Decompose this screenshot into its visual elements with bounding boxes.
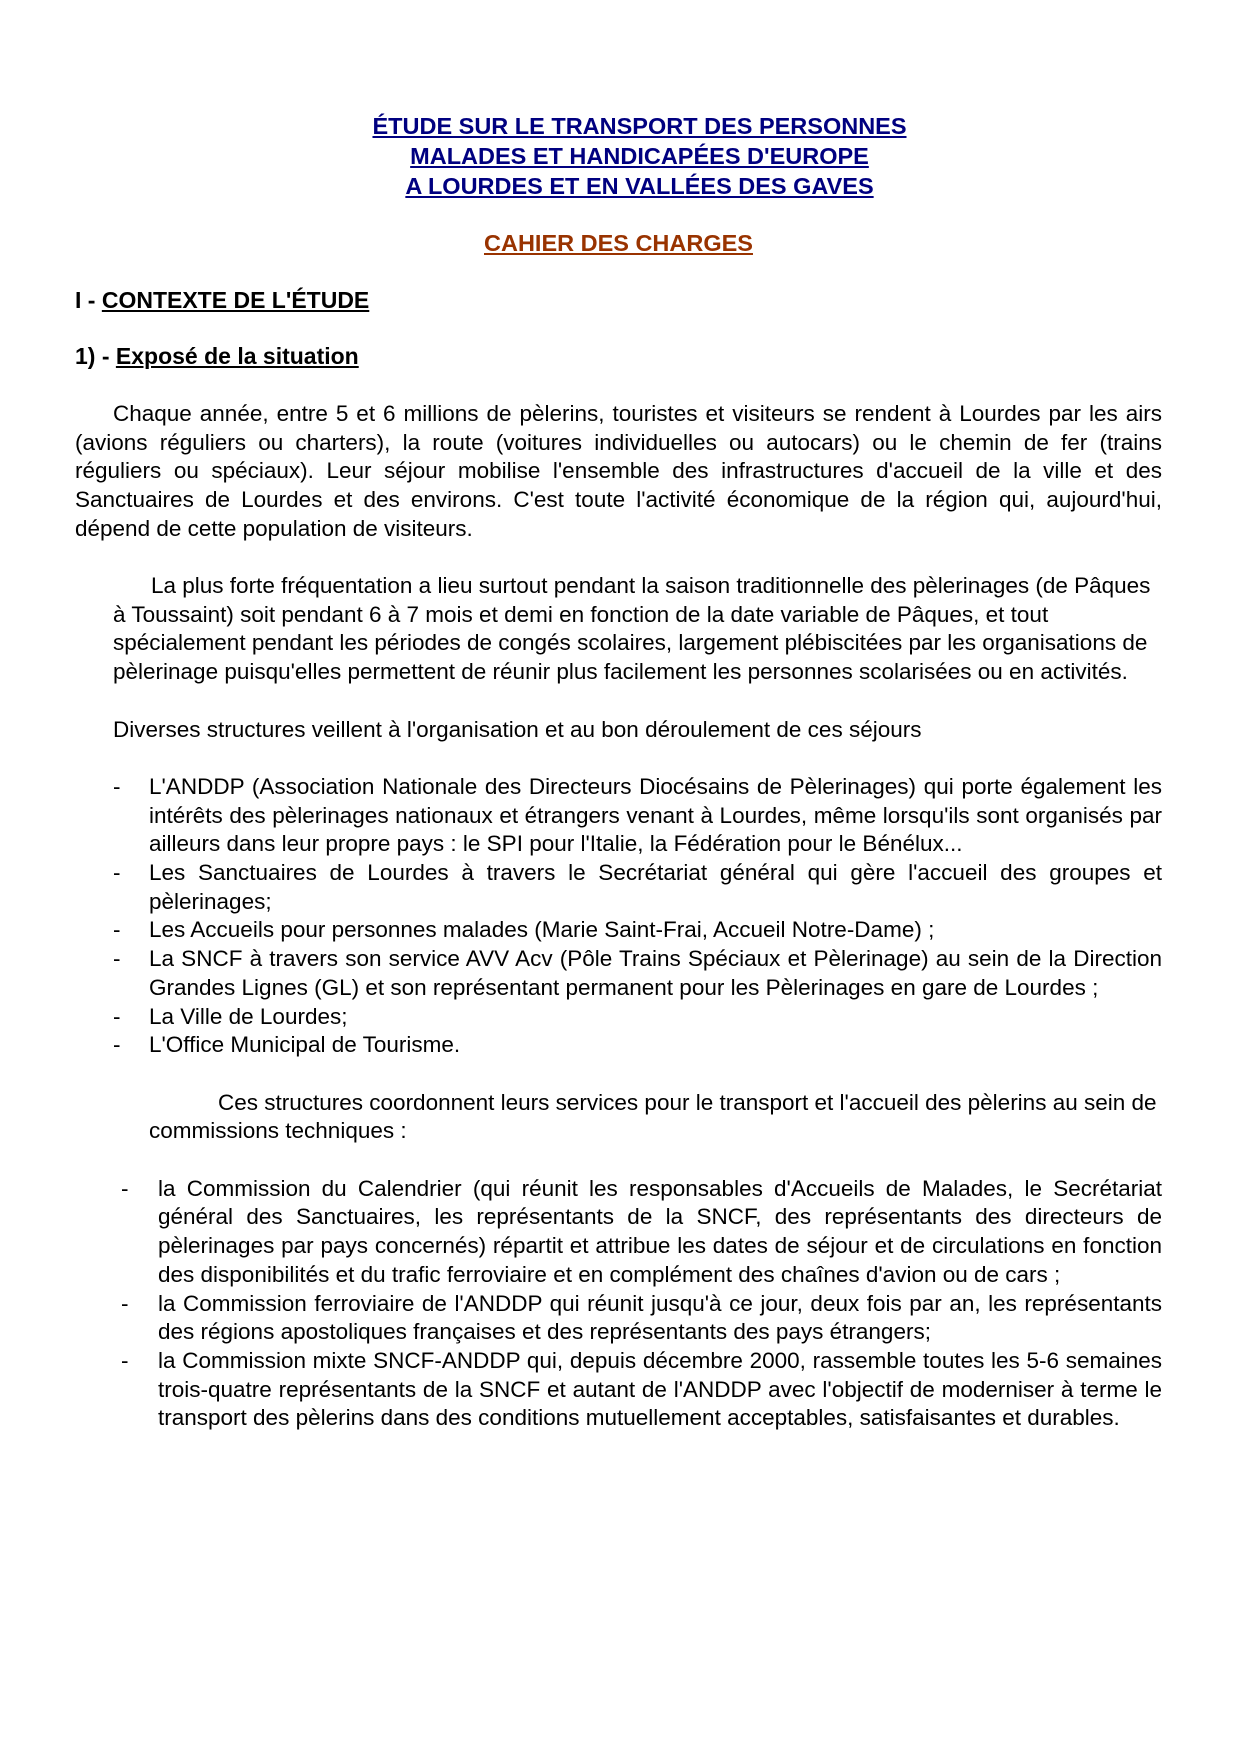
dash-bullet: -	[121, 1290, 129, 1316]
dash-bullet: -	[113, 1032, 121, 1058]
dash-bullet: -	[113, 917, 121, 943]
title-line: A LOURDES ET EN VALLÉES DES GAVES	[405, 173, 874, 199]
paragraph: Ces structures coordonnent leurs services pour le transport et l'accueil des pèlerins au sein de commissions techniques :	[149, 1089, 1157, 1144]
subsection-heading	[75, 342, 1162, 371]
list-item	[75, 859, 1162, 916]
title-line: ÉTUDE SUR LE TRANSPORT DES PERSONNES	[372, 113, 907, 139]
list-item-text: La SNCF à travers son service AVV Acv (Pôle Trains Spéciaux et Pèlerinage) au sein de la Direction Grandes Lignes (GL) et son représentant permanent pour les Pèlerinages en gare de Lourdes ;	[149, 946, 1162, 1000]
list-item-text: L'Office Municipal de Tourisme.	[149, 1032, 461, 1058]
dash-bullet: -	[121, 1175, 129, 1201]
list-item-text: La Ville de Lourdes;	[149, 1003, 348, 1029]
dash-bullet: -	[113, 860, 121, 885]
list-item-text: L'ANDDP (Association Nationale des Directeurs Diocésains de Pèlerinages) qui porte également les intérêts des pèlerinages nationaux et étrangers venant à Lourdes, même lorsqu'ils sont organisés par ailleurs dans leur propre pays : le SPI pour l'Italie, la Fédération pour le Bénélux...	[149, 773, 1162, 857]
list-item	[75, 945, 1162, 1002]
structures-list	[75, 773, 1162, 1060]
list-item	[75, 773, 1162, 859]
subsection-title: Exposé de la situation	[115, 343, 359, 370]
list-item-text: la Commission mixte SNCF-ANDDP qui, depuis décembre 2000, rassemble toutes les 5-6 semaines trois-quatre représentants de la SNCF et autant de l'ANDDP avec l'objectif de moderniser à terme le transport des pèlerins dans des conditions mutuellement acceptables, satisfaisantes et durables.	[158, 1347, 1162, 1431]
document-subtitle: CAHIER DES CHARGES	[484, 230, 753, 256]
dash-bullet: -	[113, 773, 121, 799]
dash-bullet: -	[121, 1347, 129, 1373]
document-title	[75, 111, 1162, 201]
list-item-text: Les Sanctuaires de Lourdes à travers le Secrétariat général qui gère l'accueil des groupes et pèlerinages;	[149, 860, 1162, 914]
title-line: MALADES ET HANDICAPÉES D'EUROPE	[410, 143, 869, 169]
list-item	[75, 916, 1162, 945]
list-item	[75, 1003, 1162, 1032]
paragraph: Chaque année, entre 5 et 6 millions de pèlerins, touristes et visiteurs se rendent à Lourdes par les airs (avions réguliers ou charters), la route (voitures individuelles ou autocars) ou le chemin de fer (trains réguliers ou spéciaux). Leur séjour mobilise l'ensemble des infrastructures d'accueil de la ville et des Sanctuaires de Lourdes et des environs. C'est toute l'activité économique de la région qui, aujourd'hui, dépend de cette population de visiteurs.	[75, 400, 1162, 541]
list-item	[75, 1031, 1162, 1060]
paragraph: La plus forte fréquentation a lieu surtout pendant la saison traditionnelle des pèlerinages (de Pâques à Toussaint) soit pendant 6 à 7 mois et demi en fonction de la date variable de Pâques, et tout spécialement pendant les périodes de congés scolaires, largement plébiscitées par les organisations de pèlerinage puisqu'elles permettent de réunir plus facilement les personnes scolarisées ou en activités.	[113, 573, 1151, 685]
section-title: CONTEXTE DE L'ÉTUDE	[101, 286, 370, 313]
list-item	[75, 1175, 1162, 1290]
list-item	[75, 1347, 1162, 1433]
section-number: I -	[75, 286, 102, 313]
dash-bullet: -	[113, 1003, 121, 1029]
document-page	[75, 111, 1162, 1433]
commissions-list	[75, 1175, 1162, 1433]
subsection-number: 1) -	[75, 343, 116, 370]
list-item-text: la Commission ferroviaire de l'ANDDP qui réunit jusqu'à ce jour, deux fois par an, les représentants des régions apostoliques françaises et des représentants des pays étrangers;	[158, 1290, 1162, 1345]
list-item-text: la Commission du Calendrier (qui réunit les responsables d'Accueils de Malades, le Secrétariat général des Sanctuaires, les représentants de la SNCF, des représentants des directeurs de pèlerinages par pays concernés) répartit et attribue les dates de séjour et de circulations en fonction des disponibilités et du trafic ferroviaire et en complément des chaînes d'avion ou de cars ;	[158, 1175, 1162, 1287]
list-item	[75, 1290, 1162, 1347]
dash-bullet: -	[113, 946, 121, 972]
list-item-text: Les Accueils pour personnes malades (Marie Saint-Frai, Accueil Notre-Dame) ;	[149, 917, 935, 943]
section-heading	[75, 286, 1162, 315]
paragraph: Diverses structures veillent à l'organisation et au bon déroulement de ces séjours	[113, 716, 922, 742]
